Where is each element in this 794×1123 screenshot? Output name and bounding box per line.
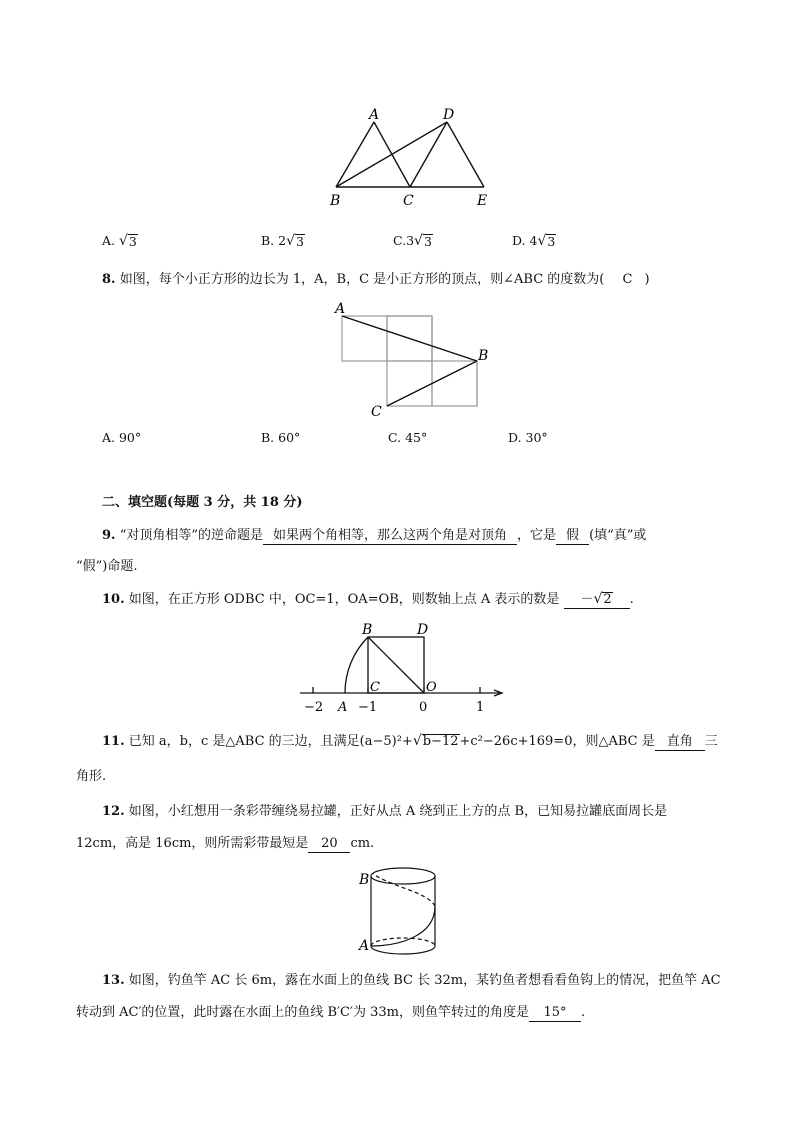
question-12: 12. 如图，小红想用一条彩带缠绕易拉罐，正好从点 A 绕到正上方的点 B，已知易拉罐底面周长是	[102, 804, 668, 819]
grid-figure-q8	[330, 298, 500, 418]
label-b: B	[330, 193, 341, 209]
label-b: B	[362, 622, 373, 638]
number-line-figure-q10	[290, 616, 510, 716]
label-c: C	[371, 404, 382, 418]
label-e: E	[477, 193, 488, 209]
tick-minus-1: −1	[358, 700, 378, 715]
section-2-heading: 二、填空题(每题 3 分，共 18 分)	[102, 495, 303, 510]
q8-option-b: B. 60°	[261, 430, 301, 445]
q7-option-d: D. 4 √ 3	[512, 233, 556, 249]
label-c: C	[370, 680, 380, 695]
question-10: 10. 如图，在正方形 ODBC 中，OC=1，OA=OB，则数轴上点 A 表示的数是 － √ 2 .	[102, 591, 634, 607]
q7-option-b: B. 2 √ 3	[261, 233, 304, 249]
answer-blank: 直角	[655, 734, 705, 751]
answer-blank: － √ 2	[564, 592, 630, 609]
label-b: B	[478, 348, 489, 364]
question-9: 9. “对顶角相等”的逆命题是 如果两个角相等，那么这两个角是对顶角 ，它是 假 (填“真”或	[102, 528, 647, 543]
label-b: B	[359, 872, 370, 888]
label-a: A	[369, 107, 380, 123]
label-d: D	[417, 622, 429, 638]
question-13: 13. 如图，钓鱼竿 AC 长 6m，露在水面上的鱼线 BC 长 32m，某钓鱼者想看看鱼钩上的情况，把鱼竿 AC	[102, 973, 721, 988]
label-d: D	[443, 107, 455, 123]
q8-option-a: A. 90°	[102, 430, 142, 445]
question-12-line2: 12cm，高是 16cm，则所需彩带最短是 20 cm.	[76, 836, 375, 851]
label-c: C	[403, 193, 414, 209]
question-11-line2: 角形.	[76, 769, 107, 784]
answer-blank: 假	[556, 528, 589, 545]
q8-option-d: D. 30°	[508, 430, 548, 445]
label-a: A	[359, 938, 370, 954]
question-13-line2: 转动到 AC′的位置，此时露在水面上的鱼线 B′C′为 33m，则鱼竿转过的角度是 15° .	[76, 1005, 586, 1020]
answer-blank: 15°	[529, 1005, 581, 1022]
answer-blank: 20	[308, 836, 350, 853]
tick-zero: 0	[419, 700, 428, 715]
tick-one: 1	[476, 700, 485, 715]
question-8: 8. 如图，每个小正方形的边长为 1，A，B，C 是小正方形的顶点，则∠ABC 的度数为( C )	[102, 272, 650, 287]
q8-option-c: C. 45°	[388, 430, 428, 445]
label-o: O	[426, 680, 437, 695]
tick-minus-2: −2	[304, 700, 324, 715]
question-11: 11. 已知 a，b，c 是△ABC 的三边，且满足(a−5)²+ √ b−12 +c²−26c+169=0，则△ABC 是 直角 三	[102, 733, 718, 749]
answer-blank: 如果两个角相等，那么这两个角是对顶角	[263, 528, 517, 545]
q7-option-a: A. √ 3	[102, 233, 137, 249]
q7-option-c: C.3 √ 3	[393, 233, 432, 249]
triangle-figure-q7	[320, 100, 500, 215]
label-a: A	[335, 301, 346, 317]
label-a: A	[338, 700, 348, 715]
can-figure-q12	[355, 862, 450, 962]
question-9-line2: “假”)命题.	[76, 559, 138, 574]
